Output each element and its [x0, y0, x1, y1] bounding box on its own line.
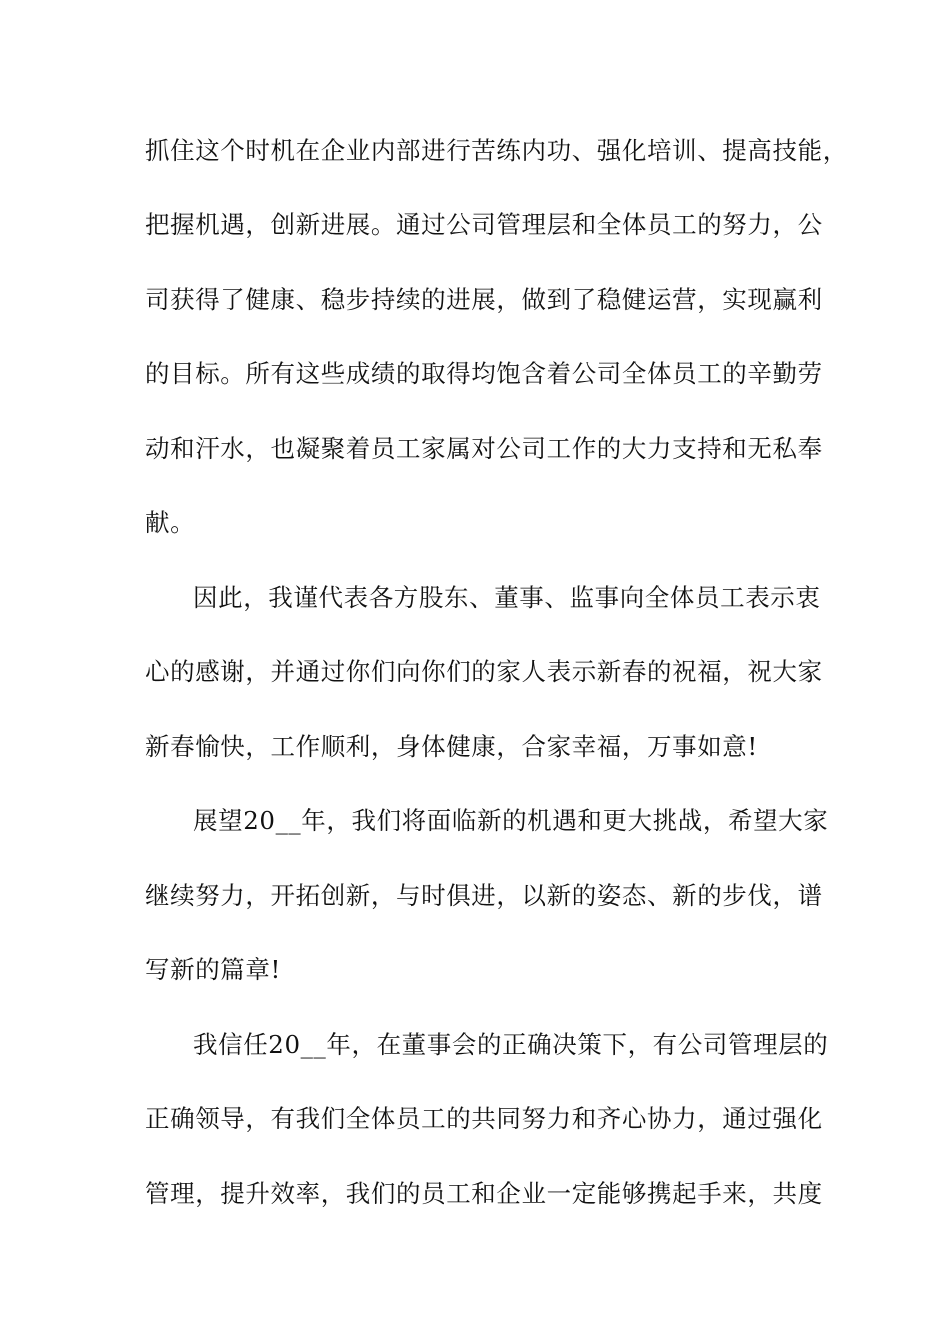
- text-line: 新春愉快，工作顺利，身体健康，合家幸福，万事如意!: [145, 732, 758, 761]
- text-line: 管理，提升效率，我们的员工和企业一定能够携起手来，共度: [145, 1179, 823, 1208]
- text-line: 抓住这个时机在企业内部进行苦练内功、强化培训、提高技能，: [145, 136, 848, 165]
- paragraph-start-line: 展望20__年，我们将面临新的机遇和更大挑战，希望大家: [193, 806, 829, 835]
- text-line: 正确领导，有我们全体员工的共同努力和齐心协力，通过强化: [145, 1104, 823, 1133]
- text-line: 司获得了健康、稳步持续的进展，做到了稳健运营，实现赢利: [145, 285, 823, 314]
- text-line: 继续努力，开拓创新，与时俱进，以新的姿态、新的步伐，谱: [145, 881, 823, 910]
- paragraph-start-line: 因此，我谨代表各方股东、董事、监事向全体员工表示衷: [193, 583, 821, 612]
- text-line: 心的感谢，并通过你们向你们的家人表示新春的祝福，祝大家: [145, 657, 823, 686]
- text-line: 写新的篇章!: [145, 955, 281, 984]
- text-line: 献。: [145, 508, 196, 537]
- paragraph-start-line: 我信任20__年，在董事会的正确决策下，有公司管理层的: [193, 1030, 829, 1059]
- text-line: 把握机遇，创新进展。通过公司管理层和全体员工的努力，公: [145, 210, 823, 239]
- text-line: 的目标。所有这些成绩的取得均饱含着公司全体员工的辛勤劳: [145, 359, 823, 388]
- text-line: 动和汗水，也凝聚着员工家属对公司工作的大力支持和无私奉: [145, 434, 823, 463]
